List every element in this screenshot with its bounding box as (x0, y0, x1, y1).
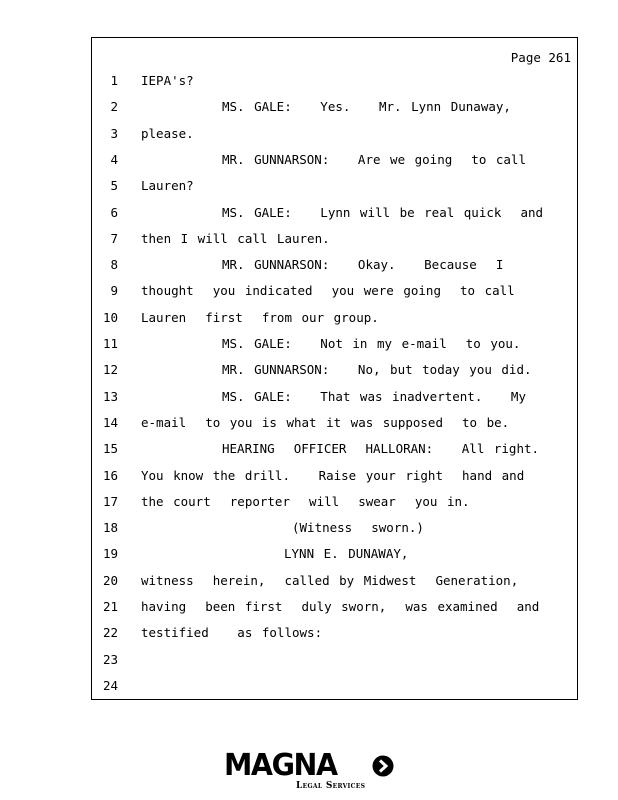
transcript-line (92, 229, 577, 249)
line-number: 9 (110, 283, 118, 299)
line-text: MS. GALE: Yes. Mr. Lynn Dunaway, (222, 99, 511, 115)
line-number: 22 (102, 625, 118, 641)
line-text: LYNN E. DUNAWAY, (284, 546, 409, 562)
line-number: 24 (102, 677, 118, 693)
line-text: please. (141, 125, 194, 141)
line-text: MS. GALE: Lynn will be real quick and (222, 204, 544, 220)
line-number: 13 (102, 388, 118, 404)
right-chevron-circle-icon (372, 755, 394, 777)
line-number: 5 (110, 178, 118, 194)
transcript-page (91, 37, 578, 700)
line-text: You know the drill. Raise your right hand and (141, 467, 525, 483)
line-number: 2 (110, 99, 118, 115)
transcript-line (92, 623, 577, 643)
line-text: (Witness sworn.) (292, 520, 424, 536)
transcript-line (92, 466, 577, 486)
line-number: 20 (102, 572, 118, 588)
line-number: 18 (102, 520, 118, 536)
line-text: MR. GUNNARSON: Okay. Because I (222, 257, 504, 273)
line-number: 6 (110, 204, 118, 220)
transcript-line (92, 71, 577, 91)
logo-wordmark: MAGNA (224, 748, 337, 783)
transcript-line (92, 150, 577, 170)
magna-logo (224, 750, 396, 794)
line-number: 10 (102, 309, 118, 325)
transcript-line (92, 176, 577, 196)
transcript-line (92, 439, 577, 459)
transcript-line (92, 281, 577, 301)
transcript-line (92, 334, 577, 354)
line-text: then I will call Lauren. (141, 230, 330, 246)
transcript-line (92, 308, 577, 328)
transcript-line (92, 413, 577, 433)
line-text: IEPA's? (141, 73, 194, 88)
transcript-line (92, 544, 577, 564)
line-text: Lauren? (141, 178, 194, 194)
line-number: 8 (110, 257, 118, 273)
transcript-line (92, 387, 577, 407)
line-text: e-mail to you is what it was supposed to be. (141, 414, 510, 430)
line-text: HEARING OFFICER HALLORAN: All right. (222, 441, 540, 457)
transcript-line (92, 124, 577, 144)
transcript-line (92, 518, 577, 538)
line-text: MS. GALE: Not in my e-mail to you. (222, 336, 521, 351)
line-number: 4 (110, 151, 118, 167)
transcript-line (92, 255, 577, 275)
line-number: 11 (102, 336, 118, 351)
transcript-line (92, 650, 577, 670)
line-number: 16 (102, 467, 118, 483)
transcript-line (92, 492, 577, 512)
page-number: Page 261 (510, 50, 571, 65)
transcript-line (92, 203, 577, 223)
transcript-line (92, 571, 577, 591)
transcript-line (92, 97, 577, 117)
line-text: MR. GUNNARSON: Are we going to call (222, 151, 526, 167)
transcript-line (92, 360, 577, 380)
line-text: having been first duly sworn, was examined and (141, 599, 540, 614)
line-number: 19 (102, 546, 118, 562)
line-number: 21 (102, 599, 118, 614)
line-text: MR. GUNNARSON: No, but today you did. (222, 362, 532, 378)
line-text: the court reporter will swear you in. (141, 493, 470, 509)
line-number: 17 (102, 493, 118, 509)
line-text: testified as follows: (141, 625, 323, 641)
transcript-line (92, 597, 577, 617)
line-number: 15 (102, 441, 118, 457)
line-number: 23 (102, 651, 118, 667)
line-text: Lauren first from our group. (141, 309, 379, 325)
line-number: 7 (110, 230, 118, 246)
line-number: 14 (102, 414, 118, 430)
line-text: witness herein, called by Midwest Generation, (141, 572, 519, 588)
transcript-line (92, 676, 577, 696)
logo-tagline: Legal Services (296, 781, 366, 791)
line-text: thought you indicated you were going to call (141, 283, 515, 299)
line-number: 3 (110, 125, 118, 141)
line-number: 1 (110, 73, 118, 88)
line-number: 12 (102, 362, 118, 378)
line-text: MS. GALE: That was inadvertent. My (222, 388, 526, 404)
